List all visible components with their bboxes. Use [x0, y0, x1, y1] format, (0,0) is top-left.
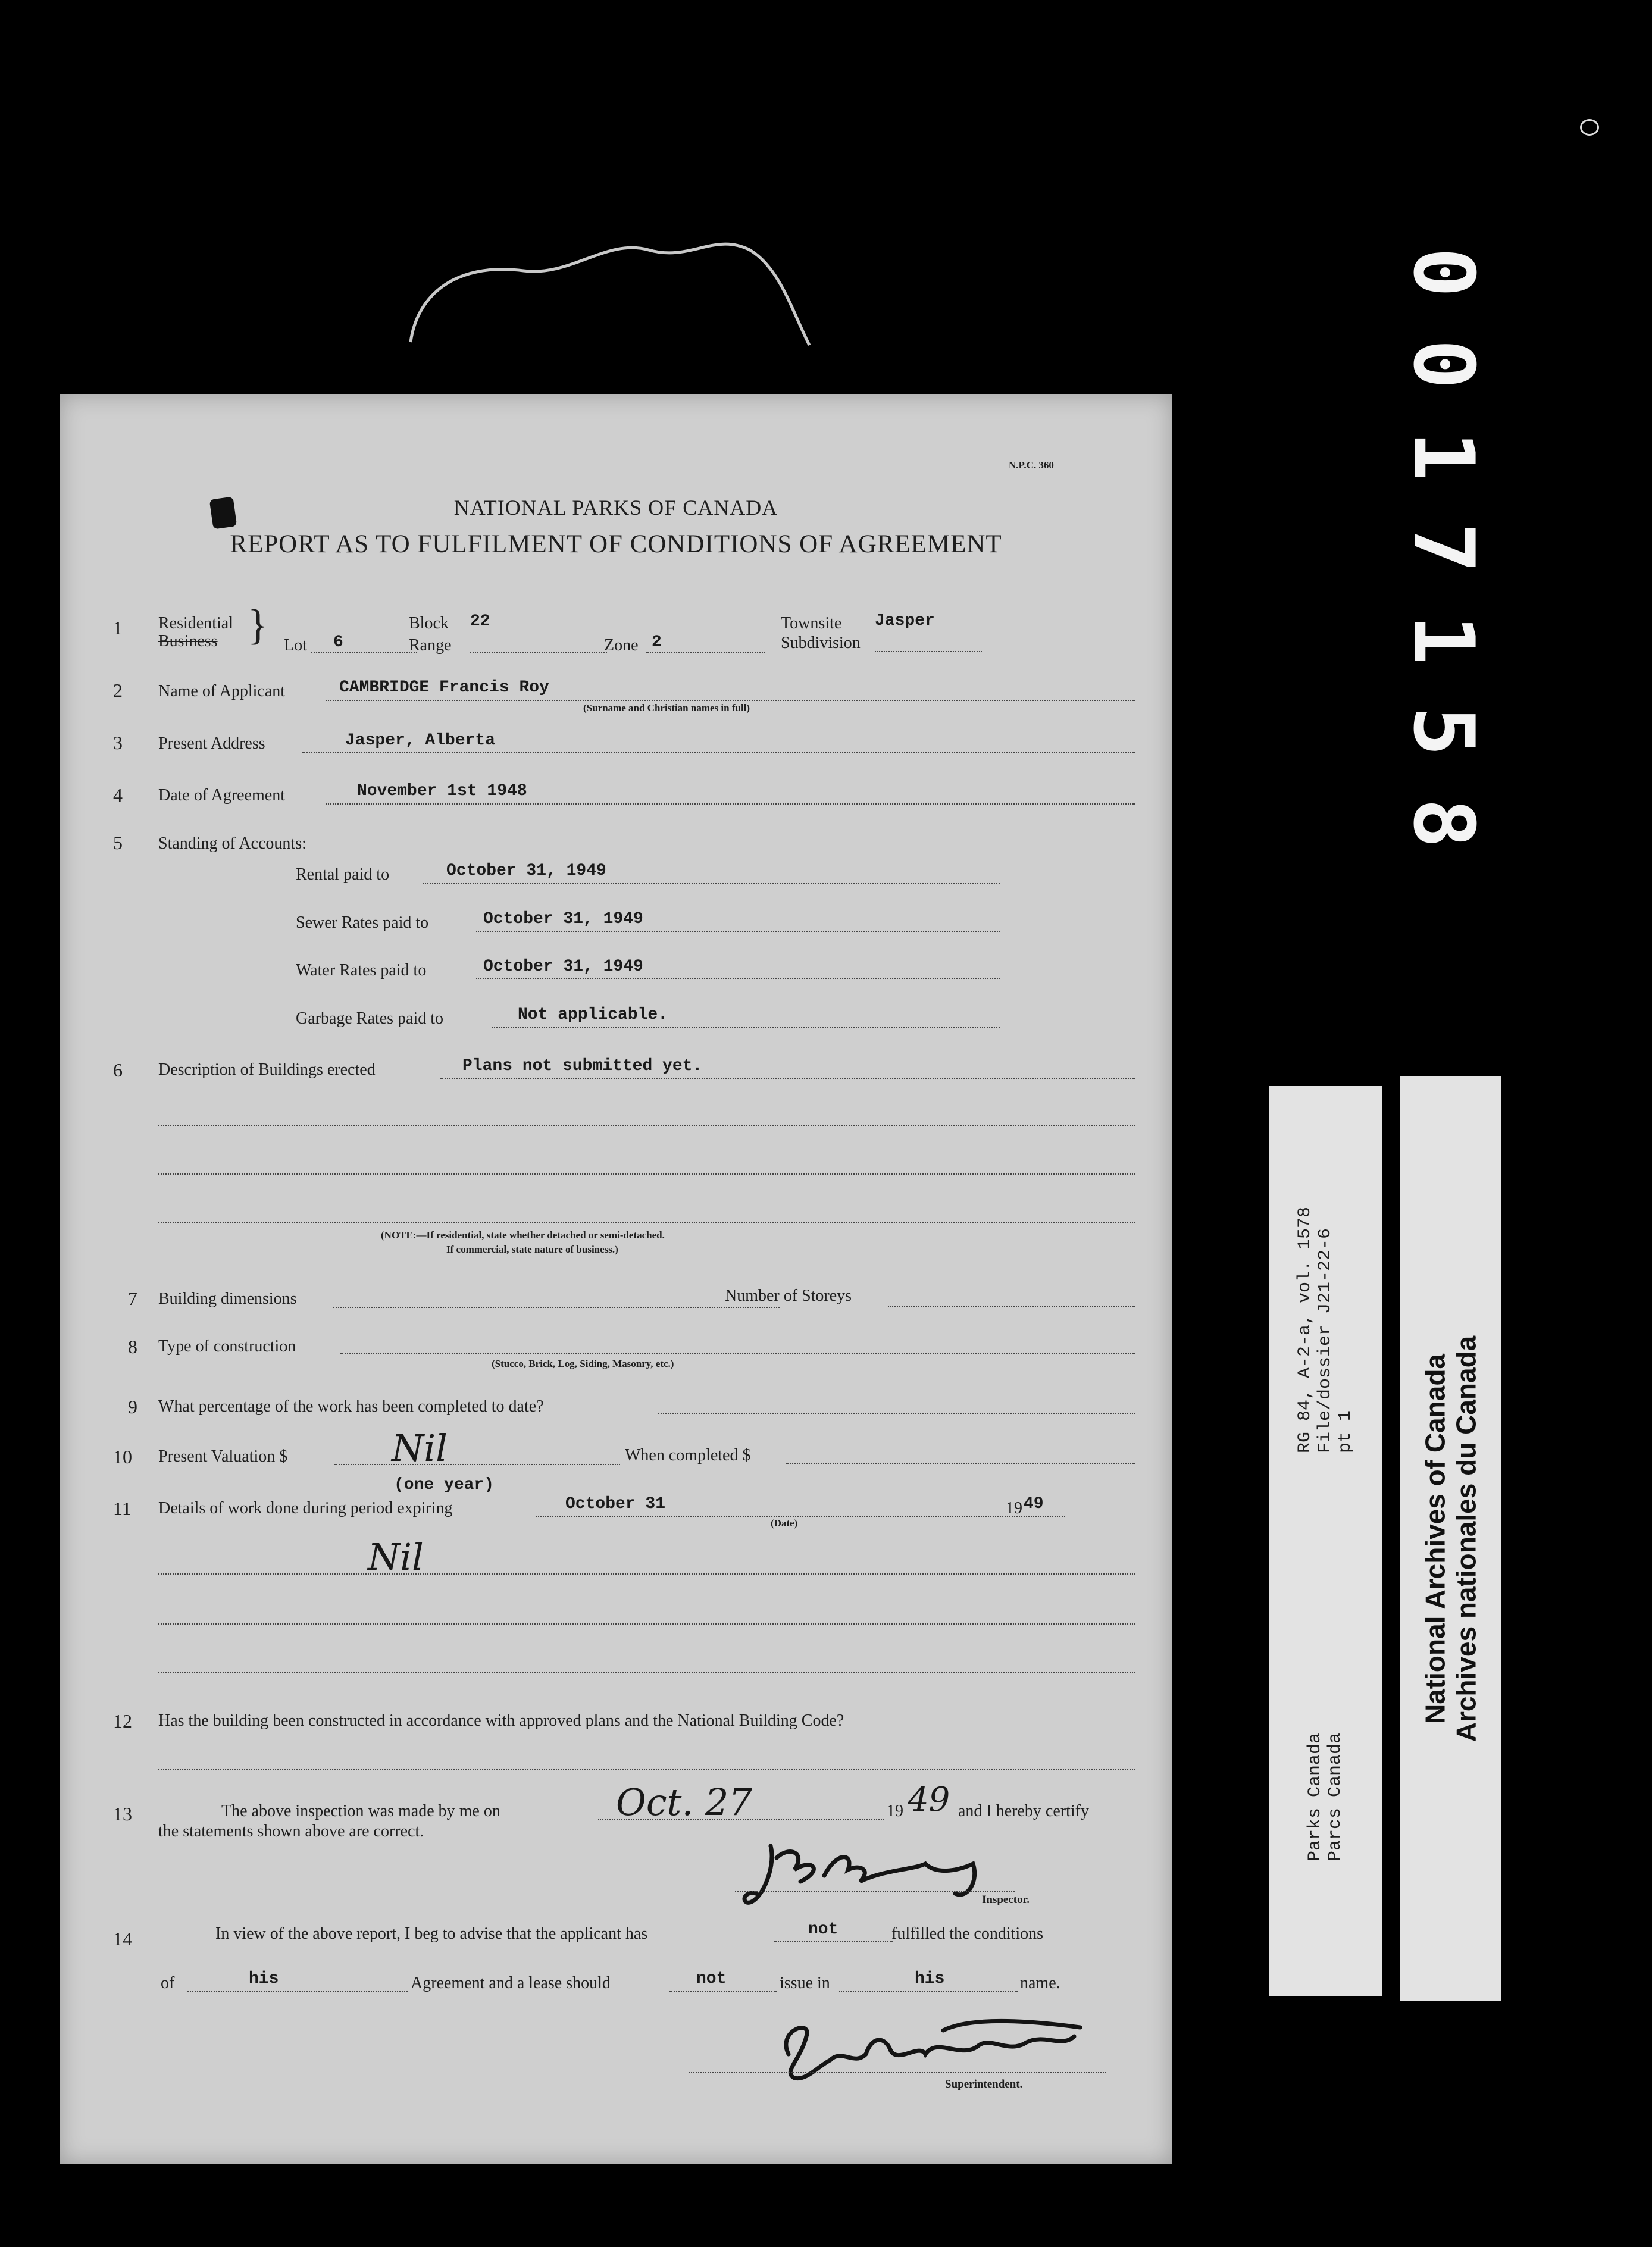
valuation-label: Present Valuation $ — [158, 1447, 288, 1466]
details-line-2 — [158, 1573, 1135, 1575]
archives-label — [1400, 1076, 1501, 2001]
film-frame-number: 0017158 — [1394, 246, 1492, 890]
applicant-value: CAMBRIDGE Francis Roy — [339, 678, 549, 697]
buildings-line-3 — [158, 1173, 1135, 1175]
period-expiring-value: October 31 — [565, 1495, 666, 1513]
applicant-line — [326, 700, 1135, 701]
address-label: Present Address — [158, 734, 265, 753]
agency-heading: NATIONAL PARKS OF CANADA — [453, 496, 778, 519]
residential-label: Residential — [158, 614, 233, 633]
issue-in-text: issue in — [780, 1974, 830, 1992]
fulfilled-text: fulfilled the conditions — [891, 1924, 1044, 1943]
dimensions-label: Building dimensions — [158, 1290, 297, 1308]
range-line — [470, 652, 607, 653]
storeys-line — [888, 1306, 1135, 1307]
inspection-date-value: Oct. 27 — [616, 1780, 752, 1824]
garbage-label: Garbage Rates paid to — [296, 1009, 444, 1028]
lot-value: 6 — [333, 633, 343, 652]
water-label: Water Rates paid to — [296, 961, 427, 979]
inspector-signature — [735, 1834, 1032, 1923]
applicant-label: Name of Applicant — [158, 682, 286, 700]
inspector-line — [735, 1891, 1015, 1892]
details-line — [536, 1516, 1065, 1517]
buildings-line — [440, 1078, 1135, 1079]
work-details-value: Nil — [368, 1535, 424, 1579]
lot-label: Lot — [284, 636, 307, 655]
address-line — [302, 752, 1135, 753]
should-value: not — [696, 1970, 727, 1988]
period-year-value: 49 — [1024, 1495, 1044, 1513]
subdivision-line — [875, 651, 982, 652]
range-label: Range — [409, 636, 452, 655]
zone-label: Zone — [604, 636, 639, 655]
townsite-value: Jasper — [875, 612, 935, 630]
percentage-line — [658, 1413, 1135, 1414]
item-number: 4 — [113, 784, 123, 806]
agreement-date-line — [326, 803, 1135, 805]
details-label: Details of work done during period expiring — [158, 1499, 453, 1517]
archives-name-fr: Archives nationales du Canada — [1450, 1335, 1482, 1742]
item-number: 7 — [128, 1288, 137, 1309]
inspection-year-prefix: 19 — [887, 1802, 903, 1820]
form-number: N.P.C. 360 — [1009, 459, 1054, 471]
brace: } — [248, 601, 268, 649]
item-number: 2 — [113, 680, 123, 701]
his-value-1: his — [249, 1970, 279, 1988]
water-line — [476, 978, 1000, 979]
business-label: Business — [158, 632, 218, 650]
his-line-1 — [187, 1991, 408, 1992]
report-form — [60, 394, 1172, 2164]
buildings-label: Description of Buildings erected — [158, 1060, 376, 1079]
year-line — [1024, 1516, 1053, 1517]
valuation-line — [334, 1464, 620, 1465]
item-number: 9 — [128, 1396, 137, 1417]
item-number: 3 — [113, 732, 123, 753]
reference-line-2: File/dossier J21-22-6 — [1315, 1228, 1336, 1454]
garbage-value: Not applicable. — [518, 1006, 668, 1024]
item-number: 6 — [113, 1059, 123, 1081]
zone-value: 2 — [652, 633, 662, 652]
archive-reference — [1269, 1199, 1382, 1461]
buildings-line-2 — [158, 1125, 1135, 1126]
item-number: 12 — [113, 1710, 132, 1732]
item-number: 11 — [113, 1498, 132, 1519]
item-number: 8 — [128, 1336, 137, 1357]
details-line-3 — [158, 1623, 1135, 1625]
item-number: 1 — [113, 617, 123, 639]
buildings-note-1: (NOTE:—If residential, state whether detached or semi-detached. — [381, 1229, 665, 1241]
agreement-date-label: Date of Agreement — [158, 786, 286, 805]
period-note: (one year) — [394, 1476, 495, 1494]
has-line — [774, 1941, 893, 1942]
when-completed-label: When completed $ — [625, 1446, 751, 1464]
buildings-value: Plans not submitted yet. — [462, 1057, 703, 1075]
owner-line-1: Parks Canada — [1305, 1732, 1326, 1862]
attached-string — [0, 0, 1652, 417]
construction-note: (Stucco, Brick, Log, Siding, Masonry, etc.) — [492, 1358, 674, 1369]
agreement-lease-text: Agreement and a lease should — [411, 1974, 611, 1992]
valuation-value: Nil — [392, 1426, 448, 1470]
item-number: 10 — [113, 1446, 132, 1467]
inspector-label: Inspector. — [982, 1894, 1030, 1906]
inspection-year-value: 49 — [908, 1780, 950, 1819]
surname-note: (Surname and Christian names in full) — [583, 702, 750, 713]
of-text: of — [161, 1974, 175, 1992]
archive-reference-label — [1269, 1086, 1382, 1996]
reference-line-1: RG 84, A-2-a, vol. 1578 — [1295, 1206, 1316, 1454]
percentage-label: What percentage of the work has been completed to date? — [158, 1397, 544, 1416]
lot-line — [311, 652, 417, 653]
date-note: (Date) — [771, 1517, 798, 1529]
inspection-text-2: the statements shown above are correct. — [158, 1822, 424, 1841]
superintendent-label: Superintendent. — [945, 2078, 1023, 2090]
archive-owner — [1269, 1708, 1382, 1886]
buildings-note-2: If commercial, state nature of business.) — [446, 1244, 618, 1255]
construction-line — [340, 1353, 1135, 1354]
townsite-label: Townsite — [781, 614, 842, 633]
sewer-label: Sewer Rates paid to — [296, 913, 429, 932]
his-value-2: his — [915, 1970, 945, 1988]
rental-value: October 31, 1949 — [446, 862, 606, 880]
sewer-value: October 31, 1949 — [483, 910, 643, 928]
rental-label: Rental paid to — [296, 865, 390, 884]
archives-name-en: National Archives of Canada — [1419, 1353, 1451, 1724]
his-line-2 — [839, 1991, 1018, 1992]
year-prefix: 19 — [1006, 1499, 1022, 1517]
form-title: REPORT AS TO FULFILMENT OF CONDITIONS OF AGREEMENT — [230, 530, 1002, 558]
block-label: Block — [409, 614, 449, 633]
address-value: Jasper, Alberta — [345, 731, 496, 750]
garbage-line — [492, 1027, 1000, 1028]
construction-label: Type of construction — [158, 1337, 296, 1356]
subdivision-label: Subdivision — [781, 634, 861, 652]
inspection-text-1: The above inspection was made by me on — [221, 1802, 500, 1820]
item-number: 5 — [113, 832, 123, 853]
agreement-date-value: November 1st 1948 — [357, 782, 527, 800]
owner-line-2: Parcs Canada — [1325, 1732, 1346, 1862]
rental-line — [423, 883, 1000, 884]
when-completed-line — [786, 1463, 1135, 1464]
superintendent-line — [689, 2072, 1106, 2073]
block-value: 22 — [470, 612, 490, 631]
approved-plans-line — [158, 1769, 1135, 1770]
storeys-label: Number of Storeys — [725, 1287, 852, 1305]
inspection-text-1b: and I hereby certify — [958, 1802, 1089, 1820]
water-value: October 31, 1949 — [483, 957, 643, 976]
advise-text: In view of the above report, I beg to advise that the applicant has — [215, 1924, 648, 1943]
standing-label: Standing of Accounts: — [158, 834, 306, 853]
details-line-4 — [158, 1672, 1135, 1673]
has-value: not — [808, 1920, 838, 1939]
approved-plans-question: Has the building been constructed in accordance with approved plans and the National Building Code? — [158, 1711, 844, 1730]
buildings-line-4 — [158, 1222, 1135, 1223]
reference-line-3: pt 1 — [1335, 1410, 1356, 1454]
dimensions-line — [333, 1307, 780, 1308]
item-number: 14 — [113, 1928, 132, 1949]
item-number: 13 — [113, 1803, 132, 1824]
zone-line — [646, 652, 765, 653]
should-line — [669, 1991, 777, 1992]
superintendent-signature — [765, 2013, 1098, 2090]
sewer-line — [476, 931, 1000, 932]
name-text: name. — [1020, 1974, 1060, 1992]
